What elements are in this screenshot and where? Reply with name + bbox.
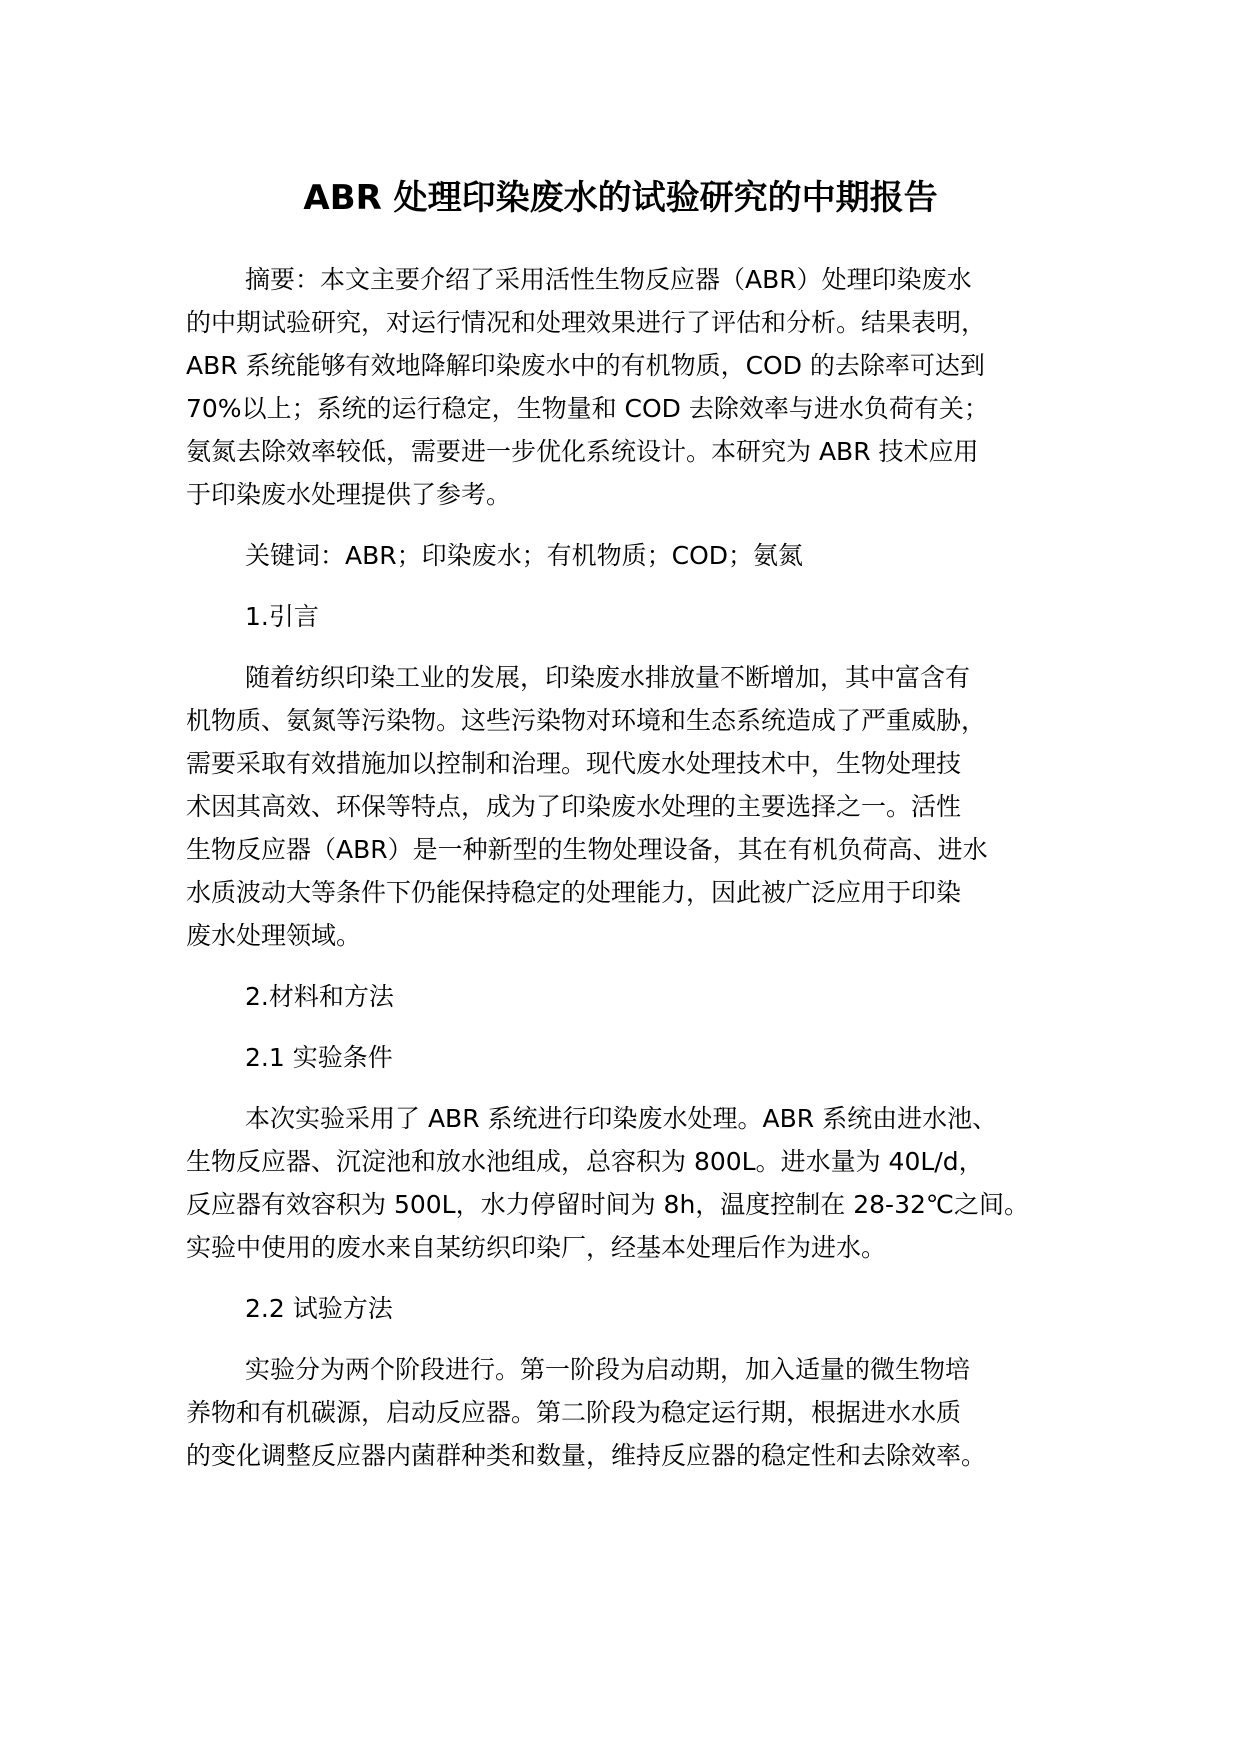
paragraph-line: 生物反应器（ABR）是一种新型的生物处理设备，其在有机负荷高、进水 bbox=[186, 835, 988, 864]
abstract-line: ABR 系统能够有效地降解印染废水中的有机物质，COD 的去除率可达到 bbox=[186, 351, 985, 380]
abstract-line: 的中期试验研究，对运行情况和处理效果进行了评估和分析。结果表明， bbox=[186, 308, 987, 337]
abstract-line: 于印染废水处理提供了参考。 bbox=[186, 480, 512, 509]
subsection-heading: 2.1 实验条件 bbox=[245, 1043, 393, 1072]
paragraph-line: 养物和有机碳源，启动反应器。第二阶段为稳定运行期，根据进水水质 bbox=[186, 1398, 962, 1427]
keywords-line: 关键词：ABR；印染废水；有机物质；COD；氨氮 bbox=[245, 541, 804, 570]
section-heading: 1.引言 bbox=[245, 602, 319, 631]
paragraph-line: 机物质、氨氮等污染物。这些污染物对环境和生态系统造成了严重威胁， bbox=[186, 706, 987, 735]
paragraph-line: 需要采取有效措施加以控制和治理。现代废水处理技术中，生物处理技 bbox=[186, 749, 962, 778]
paragraph-line: 水质波动大等条件下仍能保持稳定的处理能力，因此被广泛应用于印染 bbox=[186, 878, 962, 907]
paragraph-line: 术因其高效、环保等特点，成为了印染废水处理的主要选择之一。活性 bbox=[186, 792, 962, 821]
document-title: ABR 处理印染废水的试验研究的中期报告 bbox=[303, 178, 938, 218]
paragraph-line: 废水处理领域。 bbox=[186, 921, 362, 950]
paragraph-line: 实验中使用的废水来自某纺织印染厂，经基本处理后作为进水。 bbox=[186, 1233, 887, 1262]
abstract-line: 氨氮去除效率较低，需要进一步优化系统设计。本研究为 ABR 技术应用 bbox=[186, 437, 979, 466]
paragraph-line: 反应器有效容积为 500L，水力停留时间为 8h，温度控制在 28-32℃之间。 bbox=[186, 1190, 1029, 1219]
subsection-heading: 2.2 试验方法 bbox=[245, 1294, 393, 1323]
paragraph-line: 本次实验采用了 ABR 系统进行印染废水处理。ABR 系统由进水池、 bbox=[245, 1104, 998, 1133]
paragraph-line: 实验分为两个阶段进行。第一阶段为启动期，加入适量的微生物培 bbox=[245, 1355, 971, 1384]
section-heading: 2.材料和方法 bbox=[245, 982, 394, 1011]
abstract-line: 70%以上；系统的运行稳定，生物量和 COD 去除效率与进水负荷有关； bbox=[186, 394, 989, 423]
paragraph-line: 随着纺织印染工业的发展，印染废水排放量不断增加，其中富含有 bbox=[245, 663, 971, 692]
abstract-line: 摘要：本文主要介绍了采用活性生物反应器（ABR）处理印染废水 bbox=[245, 265, 972, 294]
paragraph-line: 的变化调整反应器内菌群种类和数量，维持反应器的稳定性和去除效率。 bbox=[186, 1441, 987, 1470]
paragraph-line: 生物反应器、沉淀池和放水池组成，总容积为 800L。进水量为 40L/d， bbox=[186, 1147, 984, 1176]
